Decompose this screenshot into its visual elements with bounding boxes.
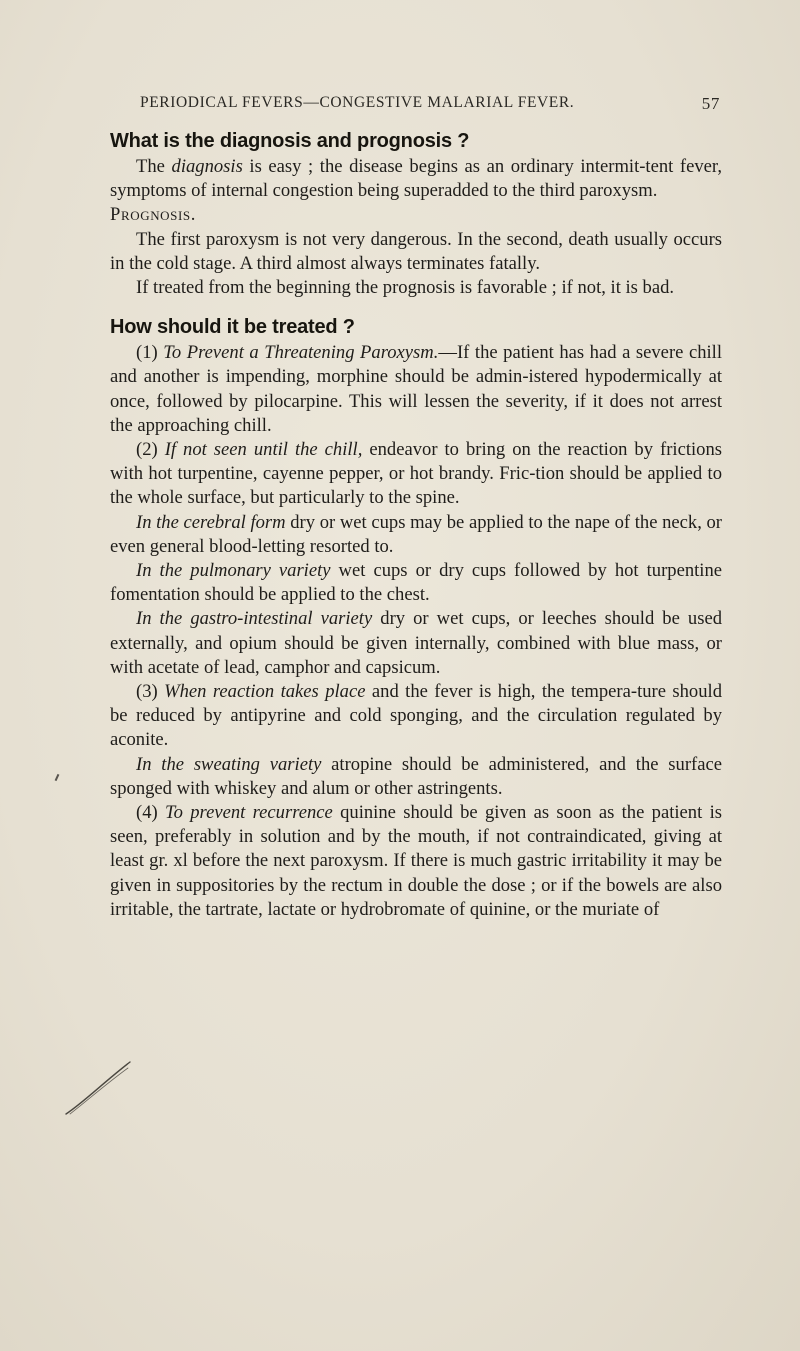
heading-treatment: How should it be treated ?: [110, 316, 355, 339]
page-number: 57: [701, 94, 720, 113]
paragraph-prognosis-outcome: If treated from the beginning the prognosis is favorable ; if not, it is bad.: [136, 277, 675, 299]
gastro-intestinal-variety-title: In the gastro-intestinal variety: [136, 608, 373, 630]
paragraph-reaction: [110, 680, 722, 753]
item-number: (4): [136, 802, 165, 824]
prognosis-subheading: Prognosis.: [110, 204, 197, 226]
reaction-text: and the fever is high, the tempera-ture should be reduced by antipyrine and cold sponging, and the circulation regulated by aconite.: [110, 681, 722, 751]
prevent-paroxysm-text: —If the patient has had a severe chill and another is impending, morphine should be admin-istered hypodermically at once, followed by pilocarpine. This will lessen the severity, if it does not arrest the approaching chill.: [110, 342, 722, 436]
heading-diagnosis-prognosis: What is the diagnosis and prognosis ?: [110, 130, 470, 152]
prevent-paroxysm-title: To Prevent a Threatening Paroxysm.: [163, 342, 439, 364]
item-number: (2): [136, 439, 165, 461]
paragraph-pulmonary-variety: [110, 559, 722, 607]
running-head-title: PERIODICAL FEVERS—CONGESTIVE MALARIAL FEVER.: [140, 94, 575, 111]
pulmonary-variety-text: wet cups or dry cups followed by hot turpentine fomentation should be applied to the chest.: [110, 560, 722, 606]
during-chill-text: endeavor to bring on the reaction by frictions with hot turpentine, cayenne pepper, or hot brandy. Fric-tion should be applied to the whole surface, but particularly to the spine.: [110, 439, 722, 509]
paragraph-cerebral-form: [110, 511, 722, 559]
pulmonary-variety-title: In the pulmonary variety: [136, 560, 331, 582]
paragraph-prognosis-stages: The first paroxysm is not very dangerous. In the second, death usually occurs in the cold stage. A third almost always terminates fatally.: [110, 228, 722, 274]
body-text: [110, 128, 722, 922]
paragraph-diagnosis: [110, 155, 722, 203]
cerebral-form-text: dry or wet cups may be applied to the nape of the neck, or even general blood-letting resorted to.: [110, 511, 723, 557]
prevent-recurrence-title: To prevent recurrence: [165, 802, 333, 824]
item-number: (1): [136, 342, 164, 364]
paragraph-prevent-paroxysm: [110, 341, 722, 438]
sweating-variety-title: In the sweating variety: [136, 753, 322, 775]
diagnosis-lead: The: [136, 156, 172, 177]
paragraph-prevent-recurrence: [110, 801, 722, 922]
pencil-stroke-mark: [64, 1060, 132, 1116]
paragraph-sweating-variety: [110, 753, 722, 801]
running-head: [140, 94, 720, 118]
paragraph-gastro-intestinal-variety: [110, 607, 722, 680]
prevent-recurrence-text: quinine should be given as soon as the patient is seen, preferably in solution and by the mouth, if not contraindicated, giving at least gr. xl before the next paroxysm. If there is much gastric irritability it may be given in suppositories by the rectum in double the dose ; or if the bowels are also irritable, the tartrate, lactate or hydrobromate of quinine, or the muriate of: [110, 802, 722, 920]
item-number: (3): [136, 681, 165, 703]
cerebral-form-title: In the cerebral form: [136, 511, 286, 533]
margin-mark: [55, 774, 60, 781]
sweating-variety-text: atropine should be administered, and the surface sponged with whiskey and alum or other astringents.: [110, 753, 722, 799]
diagnosis-term: diagnosis: [171, 156, 243, 177]
gastro-intestinal-variety-text: dry or wet cups, or leeches should be used externally, and opium should be given internally, combined with blue mass, or with acetate of lead, camphor and capsicum.: [110, 608, 722, 678]
diagnosis-text: is easy ; the disease begins as an ordinary intermit-tent fever, symptoms of internal congestion being superadded to the third paroxysm.: [110, 156, 722, 202]
reaction-title: When reaction takes place: [164, 681, 366, 703]
during-chill-title: If not seen until the chill,: [164, 439, 363, 461]
paragraph-during-chill: [110, 438, 722, 511]
